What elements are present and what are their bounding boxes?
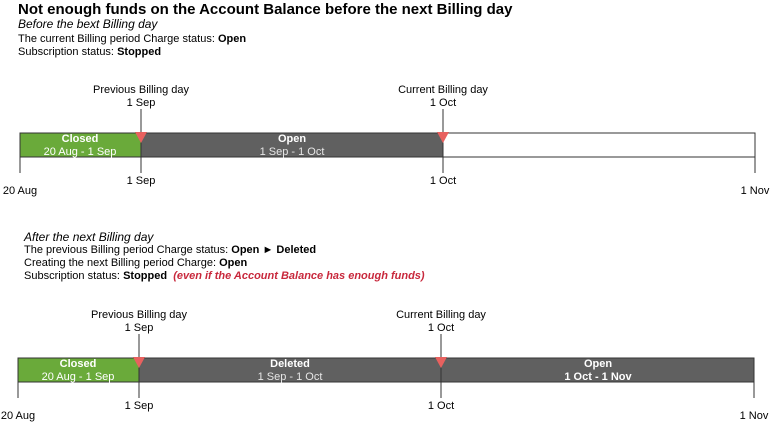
tick-label-2: 1 Oct [427, 400, 455, 412]
segment-open-range: 1 Sep - 1 Oct [259, 146, 325, 158]
after-line-subscription-status-label: Subscription status: [24, 270, 124, 282]
tick-label-1: 1 Sep [124, 400, 154, 412]
before-line-charge-status-label: The current Billing period Charge status: [18, 33, 218, 45]
after-line-prev-charge-status-label: The previous Billing period Charge status: [24, 244, 232, 256]
tick-label-3: 1 Nov [739, 410, 769, 422]
marker-curr-date: 1 Oct [429, 97, 457, 109]
after-line-next-charge-label: Creating the next Billing period Charge: [24, 257, 220, 269]
after-subscription-note: (even if the Account Balance has enough funds) [173, 270, 425, 282]
segment-closed-range: 20 Aug - 1 Sep [41, 371, 115, 383]
segment-open-name: Open [277, 133, 307, 145]
tick-label-3: 1 Nov [740, 185, 770, 197]
before-line-subscription-status-label: Subscription status: [18, 46, 118, 58]
segment-closed-name: Closed [59, 358, 97, 370]
tick-label-2: 1 Oct [429, 175, 457, 187]
before-subtitle: Before the bext Billing day [18, 17, 158, 31]
segment-deleted-range: 1 Sep - 1 Oct [257, 371, 323, 383]
segment-closed-range: 20 Aug - 1 Sep [43, 146, 117, 158]
page-title: Not enough funds on the Account Balance before the next Billing day [18, 1, 513, 18]
tick-label-0: 20 Aug [0, 410, 36, 422]
segment-closed-name: Closed [61, 133, 99, 145]
before-charge-status-value: Open [217, 33, 247, 45]
tick-label-1: 1 Sep [126, 175, 156, 187]
segment-open-range: 1 Oct - 1 Nov [564, 371, 632, 383]
marker-curr-label: Current Billing day [396, 309, 486, 321]
tick-label-0: 20 Aug [2, 185, 38, 197]
marker-curr-date: 1 Oct [427, 322, 455, 334]
after-prev-charge-status-value: Open ► Deleted [231, 244, 317, 256]
segment-open-name: Open [583, 358, 613, 370]
marker-prev-date: 1 Sep [124, 322, 154, 334]
marker-curr-label: Current Billing day [398, 84, 488, 96]
after-subscription-status-value: Stopped [123, 270, 168, 282]
segment-deleted-name: Deleted [270, 358, 310, 370]
segment-future [443, 133, 755, 157]
after-subtitle: After the next Billing day [24, 230, 154, 244]
after-next-charge-value: Open [219, 257, 248, 269]
marker-prev-label: Previous Billing day [93, 84, 189, 96]
timeline-before [3, 84, 770, 197]
before-subscription-status-value: Stopped [117, 46, 162, 58]
timeline-after [1, 309, 769, 422]
marker-prev-label: Previous Billing day [91, 309, 187, 321]
marker-prev-date: 1 Sep [126, 97, 156, 109]
